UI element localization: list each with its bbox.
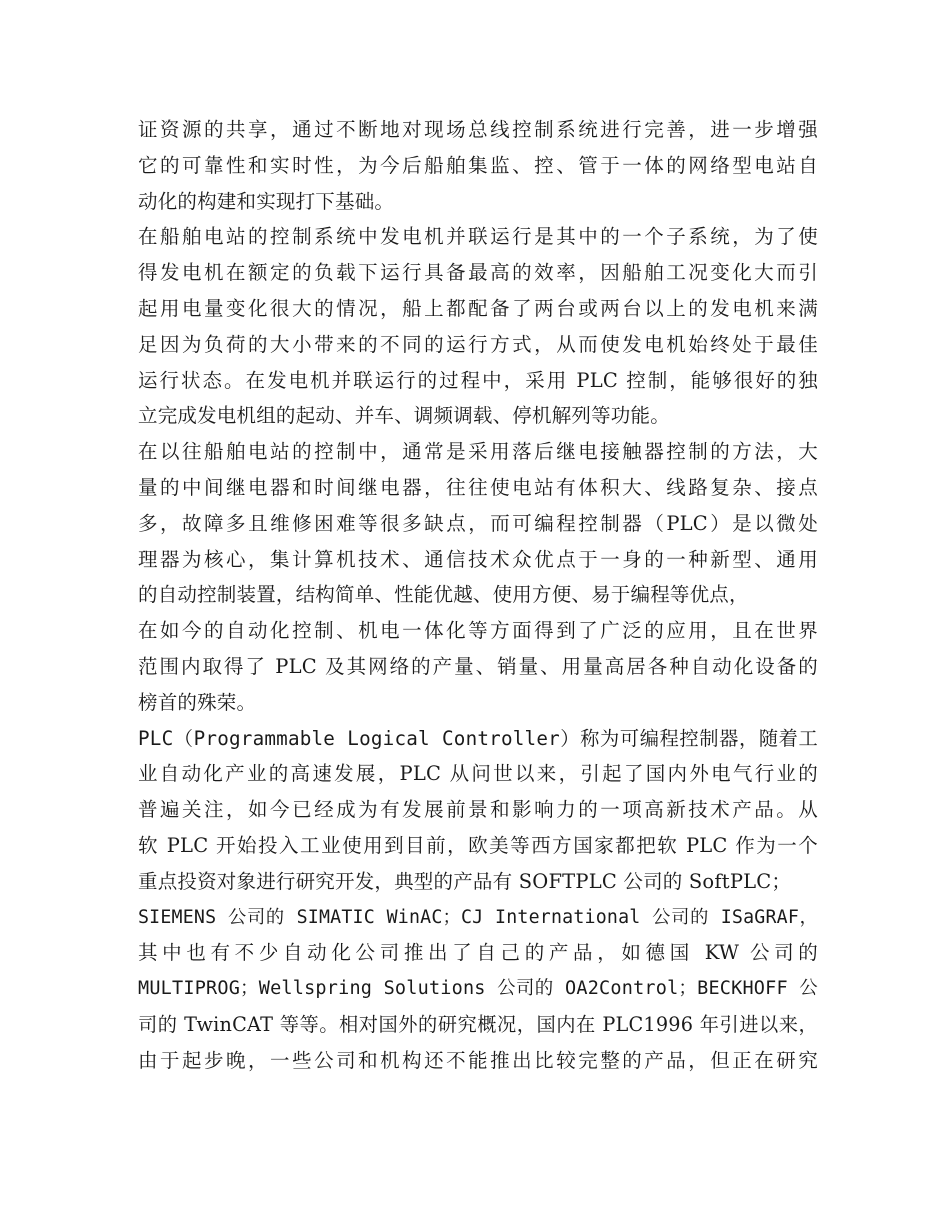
text-line: 动化的构建和实现打下基础。 <box>138 189 395 213</box>
paragraph-1 <box>138 112 818 219</box>
text-line: 量的中间继电器和时间继电器，往往使电站有体积大、线路复杂、接点 <box>138 475 818 499</box>
text-line: 多，故障多且维修困难等很多缺点，而可编程控制器（PLC）是以微处 <box>138 511 818 535</box>
text-line: 软 PLC 开始投入工业使用到目前，欧美等西方国家都把软 PLC 作为一个 <box>138 833 818 857</box>
text-line: 足因为负荷的大小带来的不同的运行方式，从而使发电机始终处于最佳 <box>138 332 818 356</box>
text-line: 它的可靠性和实时性，为今后船舶集监、控、管于一体的网络型电站自 <box>138 153 818 177</box>
text-line: 运行状态。在发电机并联运行的过程中，采用 PLC 控制，能够很好的独 <box>138 368 818 392</box>
text-line: 在如今的自动化控制、机电一体化等方面得到了广泛的应用，且在世界 <box>138 619 818 643</box>
text-line: 重点投资对象进行研究开发，典型的产品有 SOFTPLC 公司的 SoftPLC； <box>138 869 792 893</box>
text-line: 理器为核心，集计算机技术、通信技术众优点于一身的一种新型、通用 <box>138 547 818 571</box>
paragraph-2 <box>138 219 818 434</box>
text-line: 其中也有不少自动化公司推出了自己的产品，如德国 KW 公司的 <box>138 941 818 965</box>
text-line: 由于起步晚，一些公司和机构还不能推出比较完整的产品，但正在研究 <box>138 1048 818 1072</box>
paragraph-3 <box>138 434 818 720</box>
text-line: 范围内取得了 PLC 及其网络的产量、销量、用量高居各种自动化设备的 <box>138 654 818 678</box>
text-line: 证资源的共享，通过不断地对现场总线控制系统进行完善，进一步增强 <box>138 118 818 141</box>
text-line: 起用电量变化很大的情况，船上都配备了两台或两台以上的发电机来满 <box>138 296 818 320</box>
text-line: SIEMENS 公司的 SIMATIC WinAC；CJ International 公司的 ISaGRAF， <box>138 906 818 928</box>
text-line: 在船舶电站的控制系统中发电机并联运行是其中的一个子系统，为了使 <box>138 225 818 249</box>
text-line: 业自动化产业的高速发展，PLC 从问世以来，引起了国内外电气行业的 <box>138 762 818 786</box>
text-line: 榜首的殊荣。 <box>138 690 257 714</box>
text-line: 司的 TwinCAT 等等。相对国外的研究概况，国内在 PLC1996 年引进以来， <box>138 1012 818 1036</box>
text-line: 在以往船舶电站的控制中，通常是采用落后继电接触器控制的方法，大 <box>138 440 818 464</box>
text-line: 的自动控制装置，结构简单、性能优越、使用方便、易于编程等优点， <box>138 583 749 607</box>
text-line: 立完成发电机组的起动、并车、调频调载、停机解列等功能。 <box>138 404 670 428</box>
text-line: MULTIPROG；Wellspring Solutions 公司的 OA2Control；BECKHOFF 公 <box>138 978 818 1000</box>
text-line: PLC（Programmable Logical Controller）称为可编程控制器，随着工 <box>138 726 818 750</box>
document-body <box>138 112 818 1079</box>
text-line: 得发电机在额定的负载下运行具备最高的效率，因船舶工况变化大而引 <box>138 261 818 285</box>
text-line: 普遍关注，如今已经成为有发展前景和影响力的一项高新技术产品。从 <box>138 798 818 822</box>
paragraph-4 <box>138 721 818 1079</box>
